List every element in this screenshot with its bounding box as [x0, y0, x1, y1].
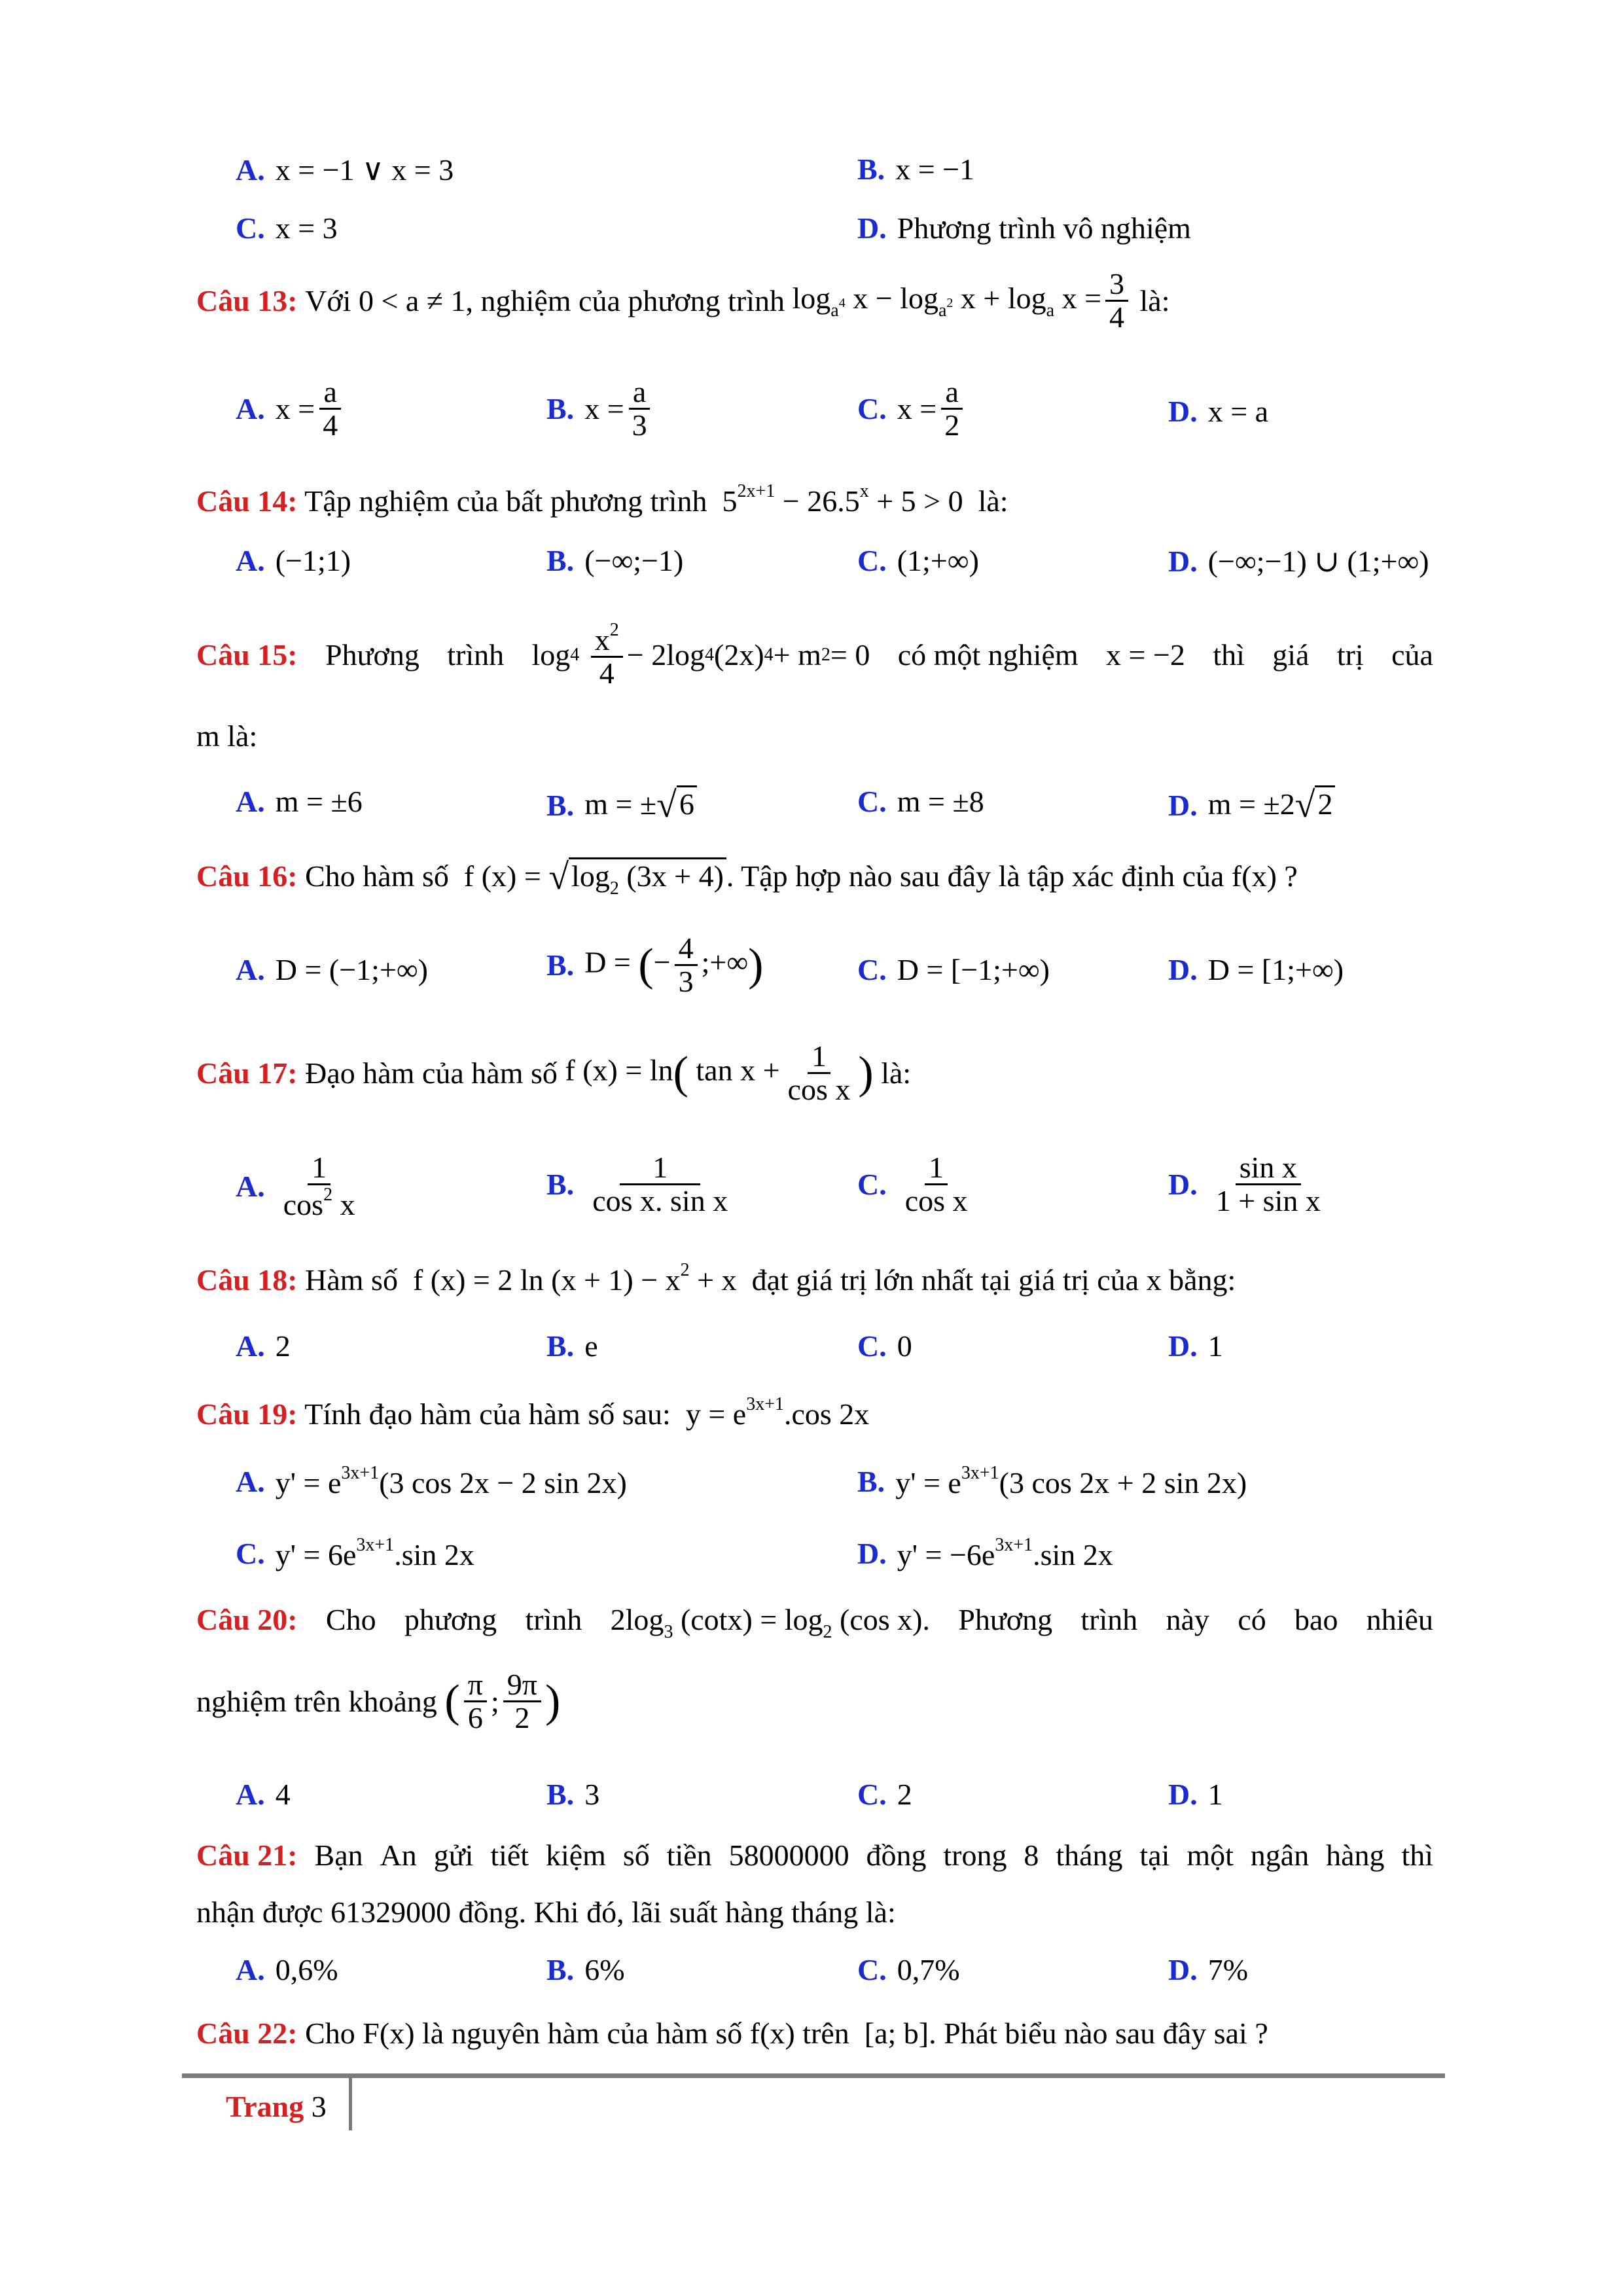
option-text: D = [1;+∞) — [1207, 953, 1344, 986]
q21-option-c[interactable] — [857, 1952, 960, 1987]
option-label: A. — [236, 392, 265, 426]
word: của — [1391, 638, 1433, 672]
option-text: 3 — [584, 1778, 600, 1811]
q13-equation: $\log_{a^4} x - \log_{a^2} x + \log_a x$ = — [792, 281, 1102, 321]
word: Bạn — [314, 1839, 363, 1872]
option-text: x = a — [1207, 395, 1269, 428]
q19-function: $y = e^{3x+1}.\cos$ 2x — [685, 1394, 870, 1431]
option-label: A. — [236, 152, 265, 187]
option-label: B. — [546, 948, 575, 982]
option-math-end: ;+∞) — [701, 939, 764, 990]
question-text: Cho hàm số — [305, 859, 449, 893]
q21-option-a[interactable] — [236, 1952, 338, 1987]
option-label: C. — [857, 392, 887, 426]
option-label: D. — [1168, 1329, 1198, 1363]
q16-function: f $(x) = √\log_2$ (3x + 4) — [464, 859, 726, 893]
fraction: $\frac{a}{3}$ — [628, 376, 651, 442]
option-math: $y' = e^{3x+1}(3$ cos 2x − 2 sin 2x) — [275, 1463, 627, 1499]
option-text: 6% — [584, 1953, 625, 1986]
q21-stem — [196, 1838, 1433, 1873]
option-text: m = ±8 — [897, 785, 984, 818]
option-label: A. — [236, 1953, 265, 1986]
q13-option-d[interactable] — [1168, 394, 1268, 429]
word: An — [380, 1839, 417, 1872]
question-text: Đạo hàm của hàm số — [305, 1056, 558, 1090]
option-label: A. — [236, 953, 265, 986]
option-label: C. — [857, 1953, 887, 1986]
option-text: (−∞;−1) — [584, 544, 684, 577]
word: trong — [943, 1839, 1007, 1872]
option-text: (−1;1) — [275, 544, 351, 577]
option-text: 0,6% — [275, 1953, 338, 1986]
option-text: x = −1 — [895, 152, 975, 186]
paren: ( — [444, 1676, 460, 1727]
option-label: B. — [546, 1329, 575, 1363]
fraction: $\frac{3}{4}$ — [1105, 268, 1128, 334]
question-number: Câu 21: — [196, 1839, 298, 1872]
question-text: có một nghiệm — [897, 638, 1079, 672]
option-text: 0,7% — [897, 1953, 960, 1986]
q18-stem — [196, 1260, 1236, 1297]
word: trị — [1336, 638, 1364, 672]
q14-option-c[interactable] — [857, 543, 979, 578]
q14-inequality: $5^{2x+1} - 26.5^x + 5 > 0$ — [722, 481, 963, 518]
word: nhiêu — [1366, 1603, 1433, 1636]
q20-stem — [196, 1602, 1433, 1643]
option-label: D. — [1168, 544, 1198, 578]
option-label: D. — [1168, 1168, 1198, 1202]
q16-stem — [196, 856, 1298, 899]
option-text: (−∞;−1) ∪ (1;+∞) — [1207, 545, 1429, 578]
word: 8 — [1024, 1839, 1039, 1872]
q16-option-c[interactable] — [857, 952, 1050, 987]
question-number: Câu 19: — [196, 1397, 298, 1431]
option-math: $y' = -6e^{3x+1}.\sin$ 2x — [897, 1535, 1113, 1571]
q20-stem-line2: nghiệm trên khoảng ( $\frac{\pi}{6}$ ; $\frac{9\pi}{2}$ ) — [196, 1668, 561, 1735]
word: gửi — [433, 1839, 474, 1872]
option-math: x = — [897, 392, 937, 426]
fraction: $\frac{a}{4}$ — [319, 376, 342, 442]
option-label: A. — [236, 1778, 265, 1811]
q22-stem — [196, 2016, 1268, 2051]
q17-option-b[interactable] — [546, 1152, 736, 1217]
question-number: Câu 22: — [196, 2017, 298, 2050]
fraction: $\frac{4}{3}$ — [675, 933, 698, 998]
fraction: $\frac{9\pi}{2}$ — [503, 1669, 541, 1734]
option-label: D. — [1168, 1778, 1198, 1811]
q12-option-c[interactable] — [236, 211, 338, 245]
option-math: $y' = 6e^{3x+1}.\sin$ 2x — [275, 1535, 474, 1571]
option-text: 2 — [897, 1778, 912, 1811]
fraction: $\frac{x^2}{4}$ — [591, 620, 623, 690]
option-label: C. — [857, 1329, 887, 1363]
option-math: m = ±2√2 — [1208, 784, 1336, 826]
q18-option-c[interactable] — [857, 1329, 912, 1363]
fraction: $\frac{1}{\cos^2 x}$ — [283, 1151, 355, 1222]
word: số — [622, 1839, 650, 1872]
q13-option-a[interactable] — [236, 376, 346, 442]
word: ngân — [1250, 1839, 1310, 1872]
option-text: 1 — [1207, 1329, 1223, 1363]
q15-stem-line2: m là: — [196, 719, 258, 753]
q15-option-d[interactable] — [1168, 784, 1335, 826]
q15-option-a[interactable] — [236, 784, 363, 819]
option-label: A. — [236, 785, 265, 818]
option-label: A. — [236, 1329, 265, 1363]
q14-stem — [196, 481, 1008, 518]
fraction: $\frac{\pi}{6}$ — [464, 1669, 487, 1734]
word: thì — [1213, 638, 1245, 672]
q19-option-d[interactable] — [857, 1535, 1113, 1572]
option-label: B. — [546, 392, 575, 426]
q15-option-c[interactable] — [857, 784, 984, 819]
option-label: B. — [546, 1778, 575, 1811]
word: Phương — [958, 1603, 1053, 1636]
word: giá — [1272, 638, 1310, 672]
q17-stem — [196, 1041, 911, 1106]
page-label: Trang — [226, 2090, 304, 2123]
q19-stem — [196, 1394, 869, 1431]
option-text: D = [−1;+∞) — [897, 953, 1050, 986]
q18-option-b[interactable] — [546, 1329, 598, 1363]
word: Phương — [325, 638, 419, 672]
q20-option-d[interactable] — [1168, 1777, 1223, 1812]
option-label: C. — [857, 953, 887, 986]
question-number: Câu 20: — [196, 1603, 298, 1636]
footer-divider — [349, 2078, 352, 2130]
option-text: 1 — [1207, 1778, 1223, 1811]
q17-option-c[interactable] — [857, 1152, 976, 1217]
q15-option-b[interactable] — [546, 784, 697, 826]
question-number: Câu 15: — [196, 638, 298, 672]
question-suffix: là: — [978, 484, 1008, 518]
word: tại — [1139, 1839, 1170, 1872]
q18-function: f (x) = 2 $\ln (x + 1) - x^2 + x$ — [412, 1260, 737, 1297]
q20-option-c[interactable] — [857, 1777, 912, 1812]
option-text: 2 — [275, 1329, 291, 1363]
question-text: nghiệm trên khoảng — [196, 1685, 437, 1719]
q16-option-d[interactable] — [1168, 952, 1344, 987]
question-text: . Phát biểu nào sau đây sai ? — [929, 2017, 1268, 2050]
q12-option-d[interactable] — [857, 211, 1191, 245]
question-number: Câu 16: — [196, 859, 298, 893]
fraction: $\frac{1}{\text{cos x. sin x}}$ — [592, 1151, 728, 1218]
word: tháng — [1056, 1839, 1123, 1872]
question-text: Cho F(x) là nguyên hàm của hàm số f(x) trên — [305, 2017, 849, 2050]
q19-option-b[interactable] — [857, 1463, 1247, 1500]
word: Cho — [325, 1603, 376, 1636]
option-label: B. — [546, 1168, 575, 1202]
q21-stem-line2: nhận được 61329000 đồng. Khi đó, lãi suất hàng tháng là: — [196, 1895, 896, 1929]
option-label: B. — [546, 788, 575, 822]
option-text: x = 3 — [275, 211, 338, 245]
q18-option-d[interactable] — [1168, 1329, 1223, 1363]
question-text: Hàm số — [305, 1263, 398, 1297]
option-text: 7% — [1207, 1953, 1249, 1986]
question-text: . Tập hợp nào sau đây là tập xác định của f(x) ? — [726, 859, 1298, 893]
option-label: A. — [236, 1170, 265, 1204]
word: kiệm — [545, 1839, 606, 1872]
option-text: (1;+∞) — [897, 544, 979, 577]
q12-option-b[interactable] — [857, 152, 974, 187]
option-math: x = — [584, 392, 624, 426]
q19-option-a[interactable] — [236, 1463, 627, 1500]
option-label: A. — [236, 1465, 265, 1498]
question-suffix: là: — [881, 1056, 912, 1090]
question-text: Tập nghiệm của bất phương trình — [304, 484, 707, 518]
option-text: 0 — [897, 1329, 912, 1363]
word: tiền — [666, 1839, 712, 1872]
option-label: D. — [857, 211, 887, 245]
option-math: m = ±√6 — [584, 784, 697, 826]
word: hàng — [1326, 1839, 1385, 1872]
option-label: A. — [236, 544, 265, 577]
paren: ) — [858, 1047, 874, 1098]
option-text: x = −1 ∨ x = 3 — [275, 153, 454, 187]
condition: x = −2 — [1106, 638, 1185, 672]
option-text: e — [584, 1329, 598, 1363]
fraction: $\frac{1}{\text{cos x}}$ — [904, 1151, 968, 1218]
q20-option-a[interactable] — [236, 1777, 291, 1812]
q17-option-a[interactable] — [236, 1152, 363, 1221]
option-label: D. — [1168, 395, 1198, 428]
option-text: D = (−1;+∞) — [275, 953, 428, 986]
q14-option-b[interactable] — [546, 543, 683, 578]
option-label: C. — [857, 785, 887, 818]
word: tiết — [490, 1839, 529, 1872]
q13-stem — [196, 268, 1170, 334]
word: đồng — [866, 1839, 927, 1872]
q12-option-a[interactable] — [236, 152, 454, 187]
q17-function: f (x) = ln( tan x + — [565, 1047, 780, 1098]
word: bao — [1294, 1603, 1338, 1636]
interval: [a; b] — [864, 2017, 929, 2050]
word: trình — [525, 1603, 582, 1636]
word: phương — [404, 1603, 497, 1636]
q21-option-d[interactable] — [1168, 1952, 1248, 1987]
q21-option-b[interactable] — [546, 1952, 625, 1987]
question-text: đạt giá trị lớn nhất tại giá trị của x bằng: — [751, 1263, 1236, 1297]
footer-rule — [182, 2073, 1445, 2078]
word: trình — [1080, 1603, 1138, 1636]
word: này — [1166, 1603, 1210, 1636]
q15-equation: log 4 $\frac{x^2}{4}$ − 2log 4 (2x) 4 + m 2 = 0 — [531, 620, 870, 691]
question-suffix: là: — [1139, 284, 1170, 318]
option-math: x = — [275, 392, 315, 426]
q20-equation: $2\log_3$ $(\cot x) = \log_2 (\cos$ x). — [610, 1603, 930, 1642]
option-label: B. — [546, 544, 575, 577]
option-label: D. — [1168, 1953, 1198, 1986]
option-label: B. — [546, 1953, 575, 1986]
q14-option-a[interactable] — [236, 543, 351, 578]
option-text: m = ±6 — [275, 785, 363, 818]
q17-option-d[interactable] — [1168, 1152, 1329, 1217]
q14-option-d[interactable] — [1168, 543, 1429, 579]
q19-option-c[interactable] — [236, 1535, 474, 1572]
option-label: B. — [857, 152, 885, 186]
option-text: 4 — [275, 1778, 291, 1811]
question-number: Câu 13: — [196, 284, 298, 318]
q20-option-b[interactable] — [546, 1777, 599, 1812]
q13-option-b[interactable] — [546, 376, 655, 442]
q16-option-b[interactable] — [546, 933, 763, 998]
fraction: $\frac{a}{2}$ — [940, 376, 963, 442]
option-label: C. — [857, 544, 887, 577]
option-label: C. — [857, 1168, 887, 1202]
option-label: D. — [1168, 788, 1198, 822]
question-number: Câu 17: — [196, 1056, 298, 1090]
option-label: D. — [1168, 953, 1198, 986]
fraction: $\frac{1}{\text{cos x}}$ — [787, 1039, 851, 1107]
option-label: C. — [236, 211, 265, 245]
word: có — [1238, 1603, 1266, 1636]
option-math: $y' = e^{3x+1}(3$ cos 2x + 2 sin 2x) — [895, 1463, 1247, 1499]
question-number: Câu 14: — [196, 484, 298, 518]
q13-option-c[interactable] — [857, 376, 967, 442]
page-footer — [226, 2089, 327, 2124]
option-label: D. — [857, 1537, 887, 1570]
paren: ) — [544, 1676, 561, 1727]
option-math: D = (− — [584, 939, 671, 990]
question-text: Với 0 < a ≠ 1, nghiệm của phương trình — [305, 284, 785, 318]
fraction: $\frac{\text{sin x}}{\text{1 + sin x}}$ — [1215, 1151, 1321, 1218]
option-label: C. — [236, 1537, 265, 1570]
word: trình — [447, 638, 505, 672]
option-label: B. — [857, 1465, 885, 1498]
option-text: Phương trình vô nghiệm — [897, 211, 1191, 245]
question-text: Tính đạo hàm của hàm số sau: — [304, 1397, 671, 1431]
word: một — [1186, 1839, 1234, 1872]
q15-stem — [196, 620, 1433, 690]
q16-option-a[interactable] — [236, 952, 428, 987]
q18-option-a[interactable] — [236, 1329, 291, 1363]
word: 58000000 — [728, 1839, 849, 1872]
page-number: 3 — [311, 2090, 327, 2123]
option-label: C. — [857, 1778, 887, 1811]
question-number: Câu 18: — [196, 1263, 298, 1297]
word: thì — [1401, 1839, 1433, 1872]
